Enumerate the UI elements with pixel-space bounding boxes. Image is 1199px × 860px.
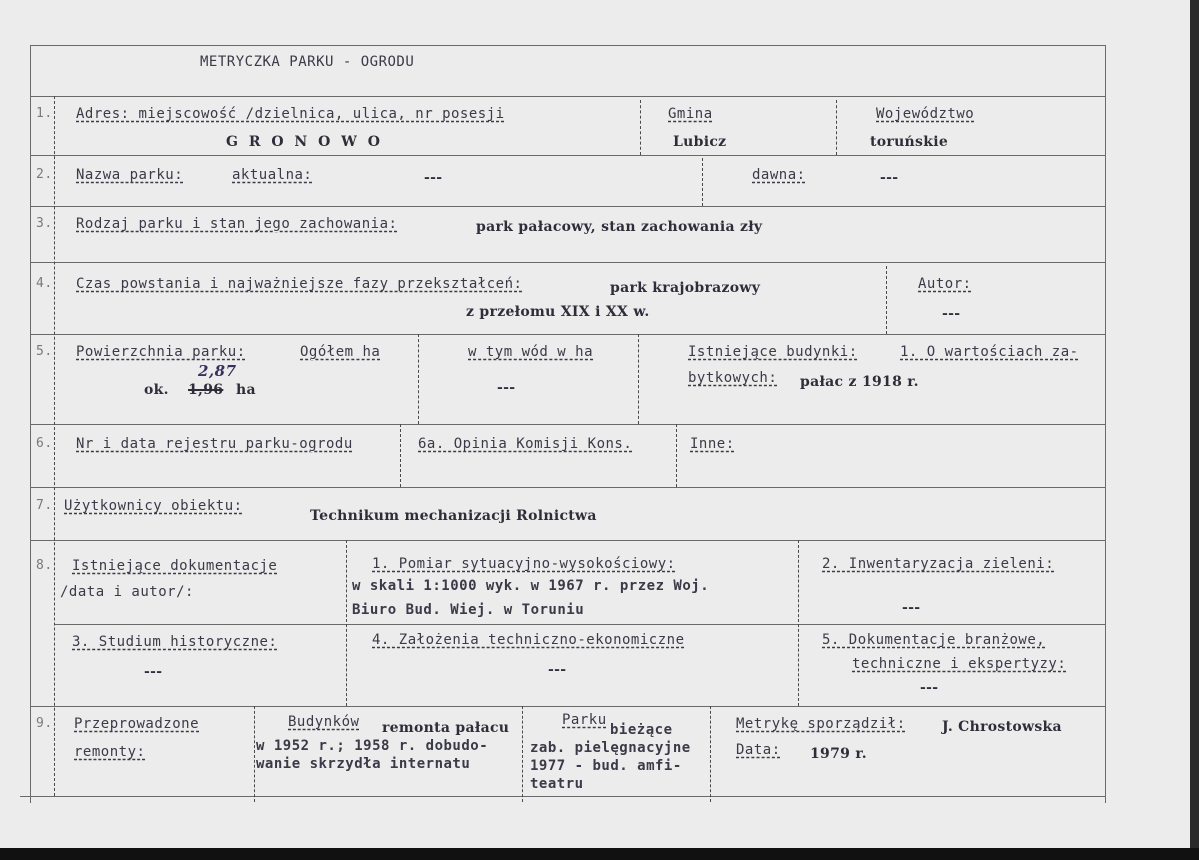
opinion-label: 6a. Opinia Komisji Kons. [418,436,633,452]
history-study-value: --- [144,664,163,680]
author-value: --- [942,306,961,322]
users-value: Technikum mechanizacji Rolnictwa [310,508,597,524]
tech-assumptions-value: --- [548,662,567,678]
column-divider [522,706,523,802]
tech-assumptions-label: 4. Założenia techniczno-ekonomiczne [372,632,685,648]
creation-label: Czas powstania i najważniejsze fazy przekształceń: [76,276,523,292]
former-name-label: dawna: [752,167,806,183]
survey-label: 1. Pomiar sytuacyjno-wysokościowy: [372,556,676,572]
building-repairs-line-1: remonta pałacu [382,720,510,736]
row-number: 7. [36,498,53,513]
author-label: Autor: [918,276,972,292]
divider-line [55,624,1106,625]
divider-line [30,424,1106,425]
column-divider [640,100,641,155]
date-label: Data: [736,742,781,758]
area-prefix: ok. [144,382,169,398]
row-number: 4. [36,276,53,291]
divider-line [30,540,1106,541]
gmina-value: Lubicz [673,134,727,150]
voivodeship-label: Województwo [876,106,975,122]
repairs-label-2: remonty: [74,744,146,760]
green-inventory-value: --- [902,600,921,616]
prepared-by-value: J. Chrostowska [942,719,1062,735]
area-label: Powierzchnia parku: [76,344,246,360]
park-repairs-line-3: 1977 - bud. amfi- [530,758,682,774]
column-divider [676,424,677,487]
divider-line [30,206,1106,207]
scan-edge [0,848,1199,860]
area-corrected-value: 2,87 [198,362,237,380]
documentation-label-2: /data i autor/: [60,584,194,600]
branch-docs-value: --- [920,680,939,696]
history-study-label: 3. Studium historyczne: [72,634,278,650]
row-number: 8. [36,558,53,573]
current-name-value: --- [424,170,443,186]
area-unit: ha [236,382,256,398]
row-number: 6. [36,436,53,451]
park-name-label: Nazwa parku: [76,167,184,183]
row-number: 1. [36,106,53,121]
branch-docs-label-2: techniczne i ekspertyzy: [852,656,1067,672]
creation-value-line2: z przełomu XIX i XX w. [466,304,650,320]
column-divider [638,334,639,424]
park-type-label: Rodzaj parku i stan jego zachowania: [76,216,398,232]
row-number: 2. [36,167,53,182]
park-repairs-label: Parku [562,712,607,728]
survey-line-1: w skali 1:1000 wyk. w 1967 r. przez Woj. [352,578,710,594]
column-divider [418,334,419,424]
register-label: Nr i data rejestru parku-ogrodu [76,436,353,452]
gmina-label: Gmina [668,106,713,122]
divider-line [30,155,1106,156]
water-value: --- [497,380,516,396]
branch-docs-label-1: 5. Dokumentacje branżowe, [822,632,1046,648]
voivodeship-value: toruńskie [870,134,949,150]
column-divider [886,266,887,334]
column-divider [836,100,837,155]
documentation-label-1: Istniejące dokumentacje [72,558,278,574]
scan-edge [1190,0,1199,860]
divider-line [30,334,1106,335]
row-number: 3. [36,216,53,231]
row-number: 5. [36,344,53,359]
water-label: w tym wód w ha [468,344,594,360]
building-repairs-line-3: wanie skrzydła internatu [256,756,471,772]
park-type-value: park pałacowy, stan zachowania zły [476,219,763,235]
address-label: Adres: miejscowość /dzielnica, ulica, nr posesji [76,106,505,122]
area-old-value: 1,96 [188,382,224,398]
buildings-sub-label-1: 1. O wartościach za- [900,344,1079,360]
row-number: 9. [36,716,53,731]
number-column-divider [54,96,55,796]
divider-line [30,487,1106,488]
buildings-label: Istniejące budynki: [688,344,858,360]
other-label: Inne: [690,436,735,452]
park-repairs-line-4: teatru [530,776,584,792]
building-repairs-label: Budynków [288,714,360,730]
building-repairs-line-2: w 1952 r.; 1958 r. dobudo- [256,738,489,754]
buildings-value: pałac z 1918 r. [800,374,919,390]
former-name-value: --- [880,170,899,186]
column-divider [346,540,347,706]
green-inventory-label: 2. Inwentaryzacja zieleni: [822,556,1055,572]
column-divider [798,540,799,706]
divider-line [30,96,1106,97]
buildings-sub-label-2: bytkowych: [688,370,778,386]
area-total-label: Ogółem ha [300,344,381,360]
creation-value-line1: park krajobrazowy [610,280,761,296]
users-label: Użytkownicy obiektu: [64,498,243,514]
bottom-border-line [20,796,1106,797]
repairs-label-1: Przeprowadzone [74,716,200,732]
column-divider [702,158,703,206]
survey-line-2: Biuro Bud. Wiej. w Toruniu [352,602,585,618]
column-divider [254,706,255,802]
park-repairs-line-2: zab. pielęgnacyjne [530,740,691,756]
prepared-by-label: Metrykę sporządził: [736,716,906,732]
form-title: METRYCZKA PARKU - OGRODU [200,54,415,70]
divider-line [30,706,1106,707]
date-value: 1979 r. [810,746,867,762]
park-repairs-line-1: bieżące [610,722,673,738]
top-border-line [30,45,1106,46]
current-name-label: aktualna: [232,167,313,183]
column-divider [710,706,711,802]
divider-line [30,262,1106,263]
column-divider [400,424,401,487]
address-value: G R O N O W O [226,134,383,150]
